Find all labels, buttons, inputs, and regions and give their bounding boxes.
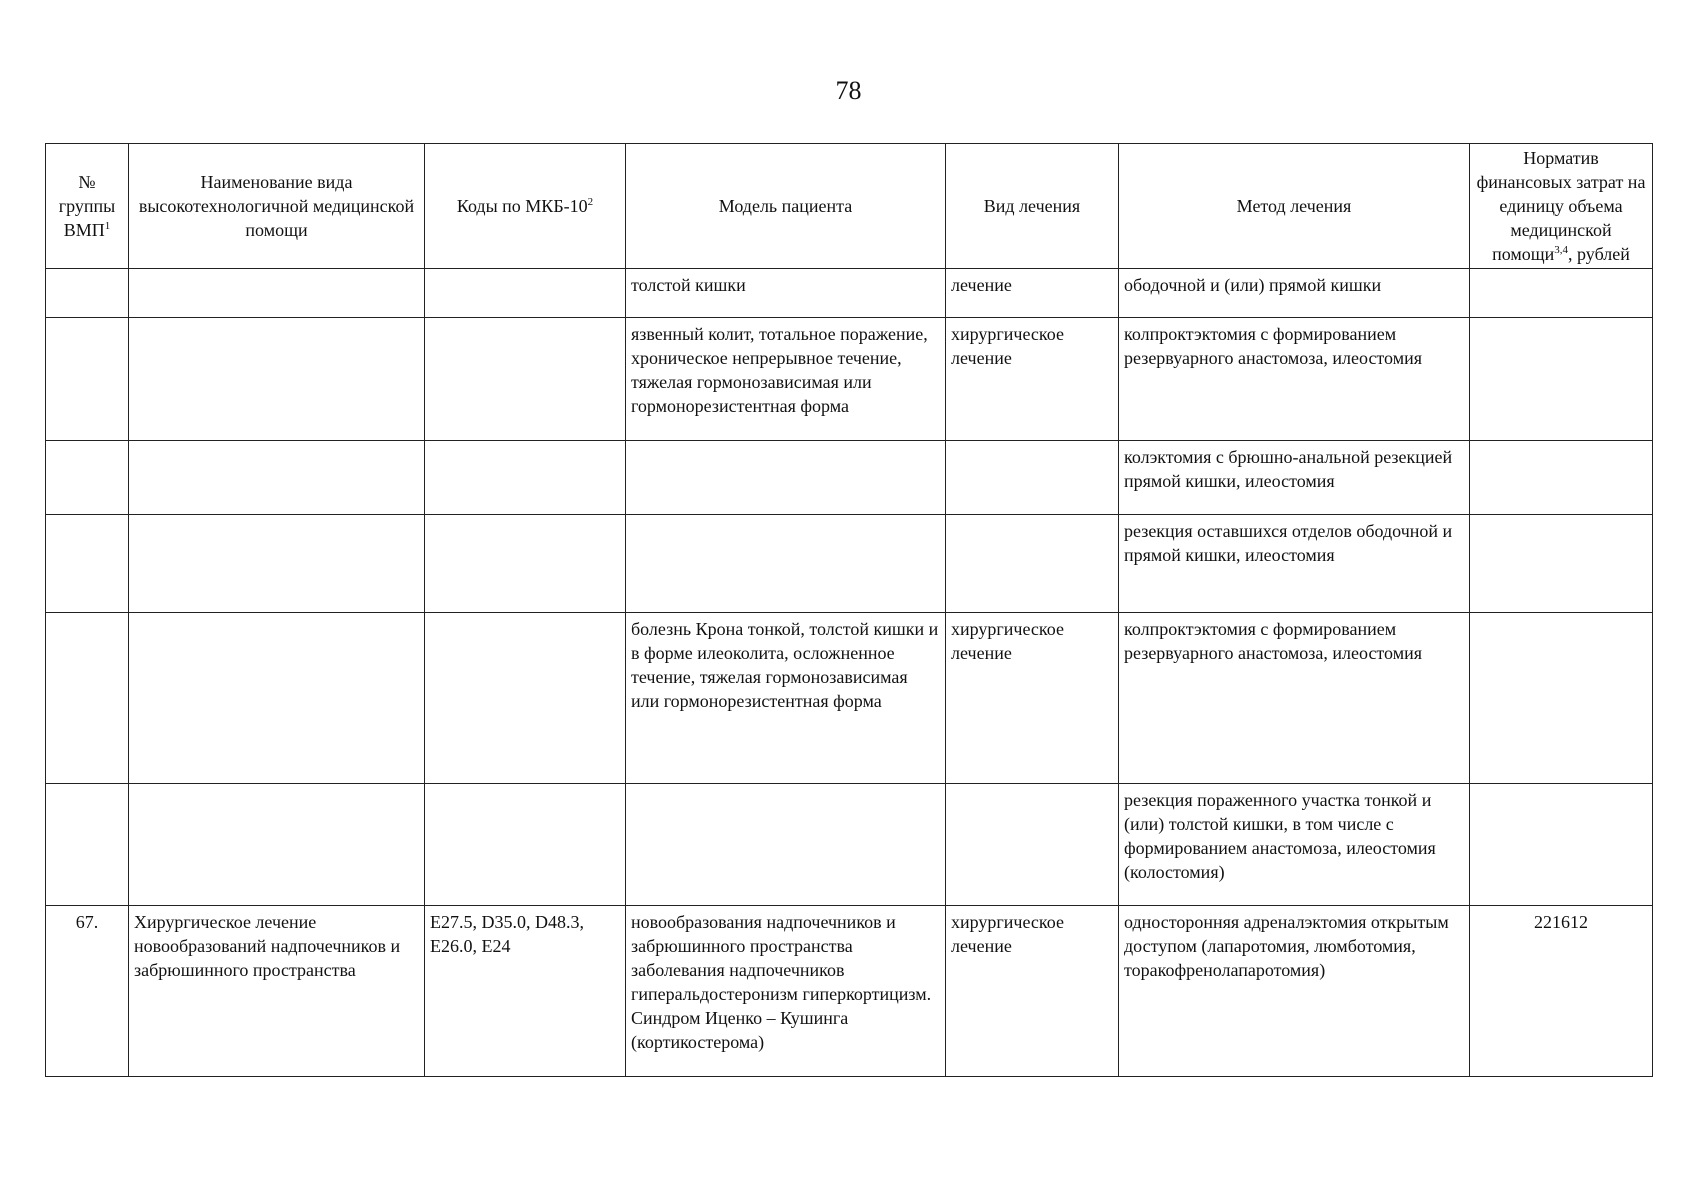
table-row — [46, 613, 1653, 784]
table-row — [46, 784, 1653, 906]
cell-model: язвенный колит, тотальное поражение, хроническое непрерывное течение, тяжелая гормонозависимая или гормонорезистентная форма — [626, 318, 946, 441]
cell-method: ободочной и (или) прямой кишки — [1119, 269, 1470, 318]
cell-type: хирургическое лечение — [946, 906, 1119, 1077]
cell-method: резекция пораженного участка тонкой и (или) толстой кишки, в том числе с формированием анастомоза, илеостомия (колостомия) — [1119, 784, 1470, 906]
cell-type: лечение — [946, 269, 1119, 318]
cell-codes — [425, 441, 626, 515]
cell-codes — [425, 613, 626, 784]
cell-cost — [1470, 269, 1653, 318]
cell-type — [946, 515, 1119, 613]
table-row — [46, 906, 1653, 1077]
cell-group — [46, 441, 129, 515]
page-number: 78 — [835, 76, 862, 105]
table-row — [46, 441, 1653, 515]
cell-type — [946, 441, 1119, 515]
cell-group — [46, 318, 129, 441]
cell-name — [129, 441, 425, 515]
header-icd-codes: Коды по МКБ-$10^2$ — [425, 144, 626, 269]
cell-cost: 221612 — [1470, 906, 1653, 1077]
cell-model: болезнь Крона тонкой, толстой кишки и в форме илеоколита, осложненное течение, тяжелая гормонозависимая или гормонорезистентная форма — [626, 613, 946, 784]
cell-codes — [425, 784, 626, 906]
cell-group — [46, 515, 129, 613]
cell-method: колпроктэктомия с формированием резервуарного анастомоза, илеостомия — [1119, 613, 1470, 784]
cell-name — [129, 515, 425, 613]
cell-cost — [1470, 613, 1653, 784]
cell-group — [46, 784, 129, 906]
table-row — [46, 318, 1653, 441]
cell-method: односторонняя адреналэктомия открытым доступом (лапаротомия, люмботомия, торакофренолапаротомия) — [1119, 906, 1470, 1077]
cell-cost — [1470, 515, 1653, 613]
cell-cost — [1470, 784, 1653, 906]
header-group-number: № группы ВМП$^1$ — [46, 144, 129, 269]
cell-name — [129, 784, 425, 906]
cell-model: толстой кишки — [626, 269, 946, 318]
vmp-table — [45, 143, 1653, 1077]
cell-model: новообразования надпочечников и забрюшинного пространства заболевания надпочечников гиперальдостеронизм гиперкортицизм. Синдром Иценко – Кушинга (кортикостерома) — [626, 906, 946, 1077]
cell-method: колпроктэктомия с формированием резервуарного анастомоза, илеостомия — [1119, 318, 1470, 441]
cell-method: колэктомия с брюшно-анальной резекцией прямой кишки, илеостомия — [1119, 441, 1470, 515]
header-care-type-name: Наименование вида высокотехнологичной медицинской помощи — [129, 144, 425, 269]
cell-name: Хирургическое лечение новообразований надпочечников и забрюшинного пространства — [129, 906, 425, 1077]
cell-method: резекция оставшихся отделов ободочной и прямой кишки, илеостомия — [1119, 515, 1470, 613]
cell-name — [129, 613, 425, 784]
cell-group — [46, 269, 129, 318]
cell-group: 67. — [46, 906, 129, 1077]
cell-codes — [425, 269, 626, 318]
cell-name — [129, 269, 425, 318]
cell-type: хирургическое лечение — [946, 318, 1119, 441]
cell-type: хирургическое лечение — [946, 613, 1119, 784]
cell-codes — [425, 318, 626, 441]
header-patient-model: Модель пациента — [626, 144, 946, 269]
cell-type — [946, 784, 1119, 906]
header-treatment-method: Метод лечения — [1119, 144, 1470, 269]
table-row — [46, 515, 1653, 613]
cell-model — [626, 515, 946, 613]
header-treatment-type: Вид лечения — [946, 144, 1119, 269]
cell-cost — [1470, 318, 1653, 441]
table-header-row — [46, 144, 1653, 269]
header-cost-standard: Норматив финансовых затрат на единицу объема медицинской помощи$^{3,4}$, рублей — [1470, 144, 1653, 269]
table-row — [46, 269, 1653, 318]
cell-name — [129, 318, 425, 441]
cell-group — [46, 613, 129, 784]
cell-cost — [1470, 441, 1653, 515]
cell-model — [626, 784, 946, 906]
cell-codes — [425, 515, 626, 613]
cell-codes: E27.5, D35.0, D48.3, E26.0, E24 — [425, 906, 626, 1077]
cell-model — [626, 441, 946, 515]
